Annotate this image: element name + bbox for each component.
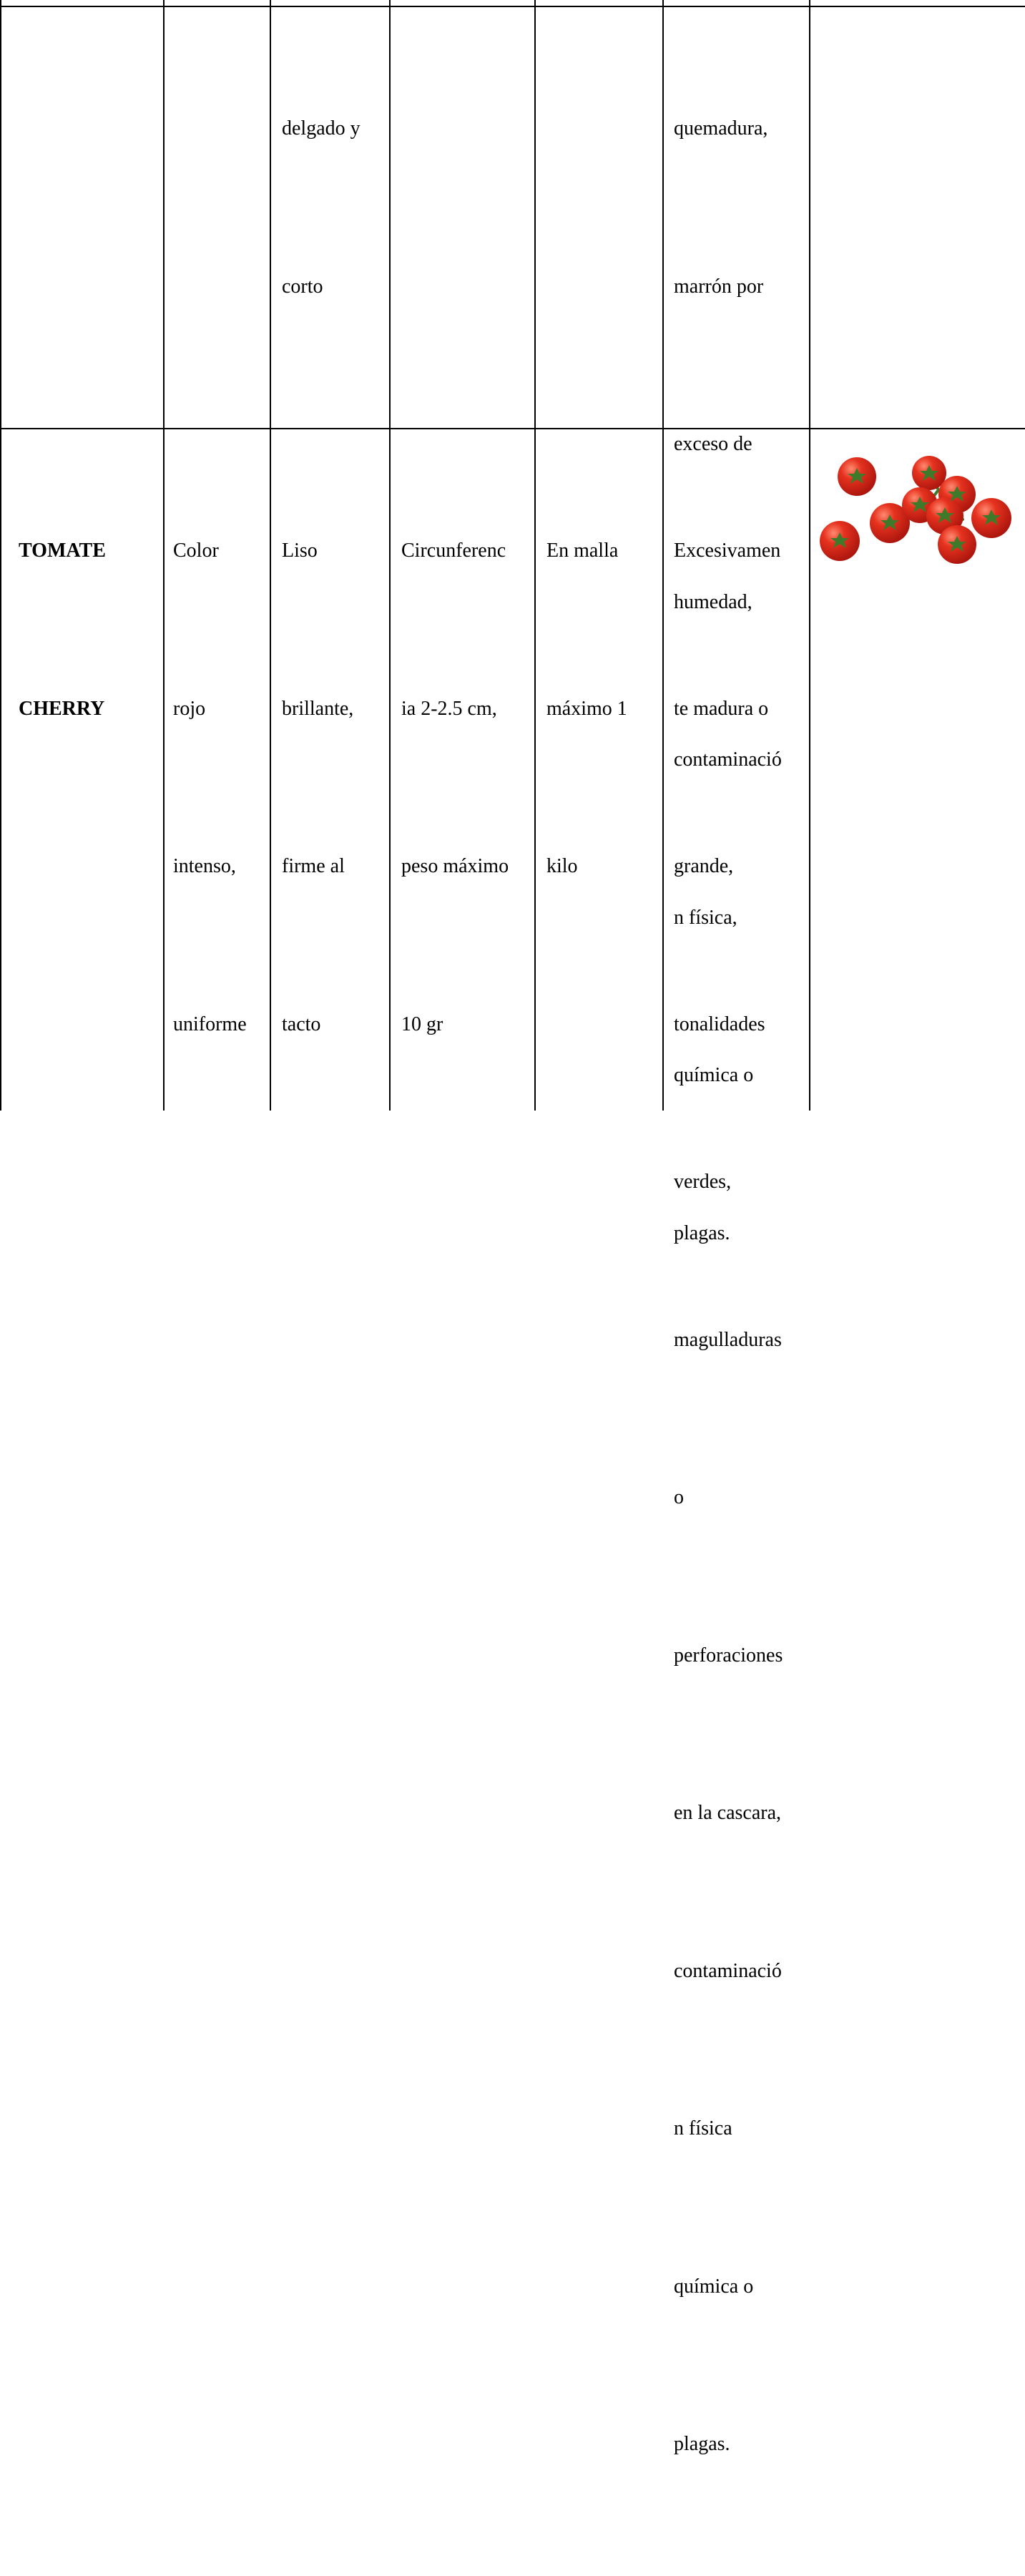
text-line: TOMATE (19, 540, 106, 562)
text-line: o (674, 1486, 684, 1508)
text-line: grande, (674, 855, 734, 877)
text-line: tacto (282, 1013, 321, 1035)
text-line: peso máximo (401, 855, 509, 877)
text-line: plagas. (674, 1221, 730, 1244)
grid-line (163, 0, 165, 1111)
grid-line (270, 0, 271, 1111)
text-line: humedad, (674, 590, 752, 613)
text-line: magulladuras (674, 1328, 782, 1351)
grid-line (534, 0, 536, 1111)
text-line: química o (674, 2275, 754, 2298)
text-line: marrón por (674, 275, 764, 298)
text-line: firme al (282, 855, 345, 877)
cherry-tomatoes-image (820, 448, 1020, 565)
grid-line (0, 6, 1025, 7)
text-line: máximo 1 (546, 697, 627, 720)
grid-line (389, 0, 391, 1111)
text-line: corto (282, 275, 323, 298)
text-line: brillante, (282, 697, 354, 720)
cell-packaging (546, 419, 627, 998)
text-line: plagas. (674, 2433, 730, 2455)
text-line: quemadura, (674, 117, 768, 140)
text-line: rojo (173, 697, 206, 720)
text-line: en la cascara, (674, 1802, 781, 1824)
grid-line (662, 0, 664, 1111)
text-line: verdes, (674, 1171, 732, 1193)
cell-top-col3 (282, 0, 361, 418)
text-line: kilo (546, 855, 578, 877)
text-line: contaminació (674, 748, 782, 771)
text-line: Excesivamen (674, 540, 781, 562)
text-line: delgado y (282, 117, 361, 140)
text-line: Circunferenc (401, 540, 506, 562)
text-line: tonalidades (674, 1013, 765, 1035)
text-line: n física (674, 2117, 732, 2140)
grid-line (0, 428, 1025, 429)
text-line: exceso de (674, 433, 752, 455)
text-line: intenso, (173, 855, 236, 877)
cell-rejection (674, 419, 783, 2576)
text-line: te madura o (674, 697, 769, 720)
text-line: ia 2-2.5 cm, (401, 697, 497, 720)
text-line: CHERRY (19, 697, 105, 720)
text-line: contaminació (674, 1959, 782, 1982)
cell-texture (282, 419, 353, 1156)
cell-product-name (19, 419, 106, 840)
text-line: n física, (674, 906, 737, 929)
text-line: Liso (282, 540, 318, 562)
text-line: 10 gr (401, 1013, 443, 1035)
cell-color (173, 419, 247, 1156)
text-line: Color (173, 540, 219, 562)
text-line: perforaciones (674, 1644, 783, 1667)
text-line: química o (674, 1064, 754, 1086)
text-line: En malla (546, 540, 619, 562)
grid-line (0, 0, 1, 1111)
grid-line (809, 0, 810, 1111)
text-line: uniforme (173, 1013, 247, 1035)
cell-size (401, 419, 509, 1156)
